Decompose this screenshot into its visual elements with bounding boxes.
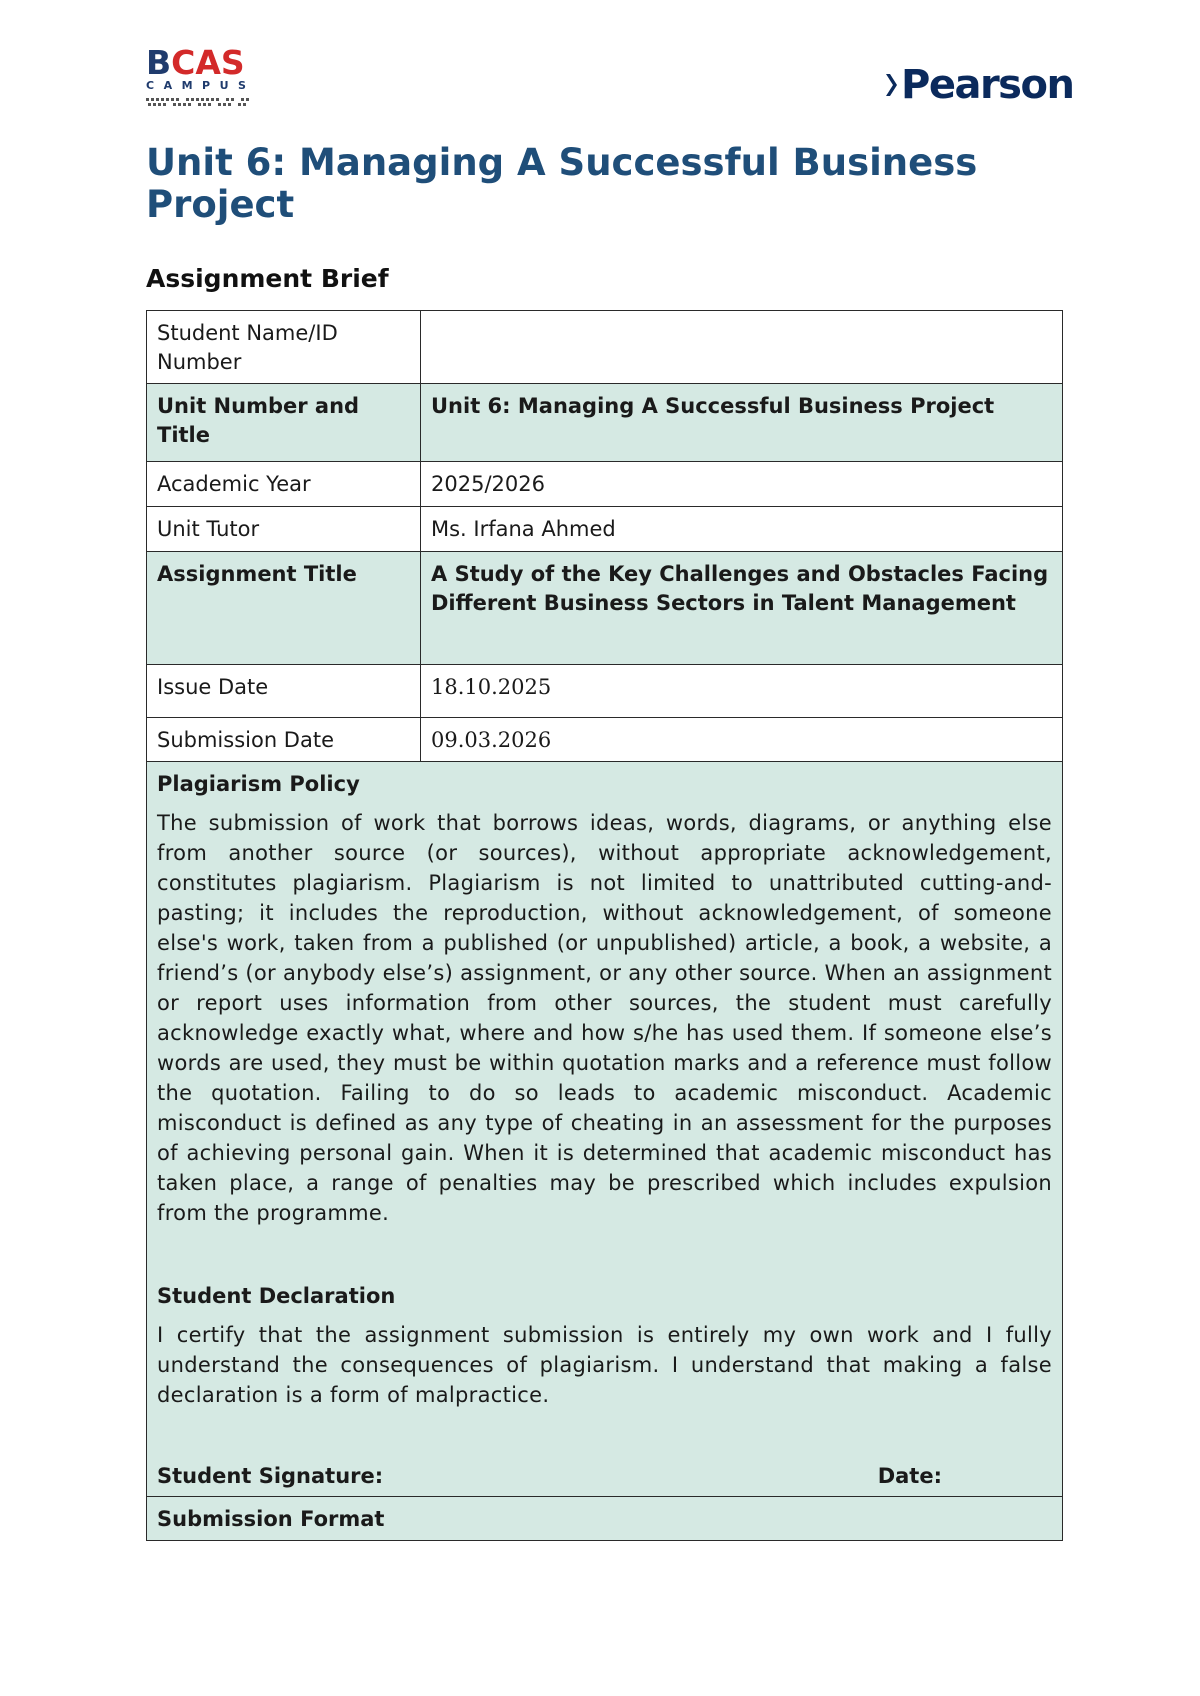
table-row — [147, 665, 1063, 718]
declaration-heading: Student Declaration — [157, 1284, 396, 1308]
bcas-wordmark: BCAS — [146, 43, 245, 82]
table-row — [147, 718, 1063, 762]
plagiarism-text: The submission of work that borrows ideas, words, diagrams, or anything else from another source (or sources), without appropriate acknowledgement, constitutes plagiarism. Plagiarism is not limited to unattributed cutting-and-pasting; it includes the reproduction, without acknowledgement, of someone else's work, taken from a published (or unpublished) article, a book, a website, a friend’s (or anybody else’s) assignment, or any other source. When an assignment or report uses information from other sources, the student must carefully acknowledge exactly what, where and how s/he has used them. If someone else’s words are used, they must be within quotation marks and a reference must follow the quotation. Failing to do so leads to academic misconduct. Academic misconduct is defined as any type of cheating in an assessment for the purposes of achieving personal gain. When it is determined that academic misconduct has taken place, a range of penalties may be prescribed which includes expulsion from the programme. — [157, 811, 1052, 1225]
table-row — [147, 762, 1063, 1497]
plagiarism-heading: Plagiarism Policy — [157, 772, 360, 796]
pearson-wordmark: Pearson — [901, 62, 1074, 108]
assignment-brief-table — [146, 310, 1063, 1541]
declaration-text: I certify that the assignment submission is entirely my own work and I fully understand the consequences of plagiarism. I understand that making a false declaration is a form of malpractice. — [157, 1323, 1052, 1407]
pearson-mark-icon — [884, 70, 900, 100]
signature-row — [157, 1462, 1052, 1490]
page-title: Unit 6: Managing A Successful Business Project — [146, 141, 978, 226]
table-row — [147, 462, 1063, 507]
table-row — [147, 507, 1063, 552]
bcas-tagline-graphic — [146, 97, 254, 107]
bcas-campus-logo — [146, 43, 258, 110]
academic-year-label: Academic Year — [147, 462, 421, 507]
submission-date-label: Submission Date — [147, 718, 421, 762]
unit-value: Unit 6: Managing A Successful Business Project — [421, 384, 1063, 462]
student-signature-label: Student Signature: — [157, 1464, 384, 1488]
unit-label: Unit Number and Title — [147, 384, 421, 462]
table-row — [147, 311, 1063, 384]
policy-declaration-cell — [147, 762, 1063, 1497]
table-row — [147, 1497, 1063, 1541]
assignment-title-value: A Study of the Key Challenges and Obstacles Facing Different Business Sectors in Talent Management — [421, 552, 1063, 665]
academic-year-value: 2025/2026 — [421, 462, 1063, 507]
assignment-title-label: Assignment Title — [147, 552, 421, 665]
unit-tutor-label: Unit Tutor — [147, 507, 421, 552]
date-label: Date: — [877, 1464, 942, 1488]
section-title: Assignment Brief — [146, 264, 389, 293]
submission-date-value: 09.03.2026 — [421, 718, 1063, 762]
issue-date-label: Issue Date — [147, 665, 421, 718]
table-row — [147, 552, 1063, 665]
table-row — [147, 384, 1063, 462]
submission-format-heading: Submission Format — [147, 1497, 1063, 1541]
student-name-value[interactable] — [421, 311, 1063, 384]
pearson-logo — [884, 60, 1073, 110]
bcas-campus-label: CAMPUS — [146, 79, 256, 92]
issue-date-value: 18.10.2025 — [421, 665, 1063, 718]
student-name-label: Student Name/ID Number — [147, 311, 421, 384]
unit-tutor-value: Ms. Irfana Ahmed — [421, 507, 1063, 552]
